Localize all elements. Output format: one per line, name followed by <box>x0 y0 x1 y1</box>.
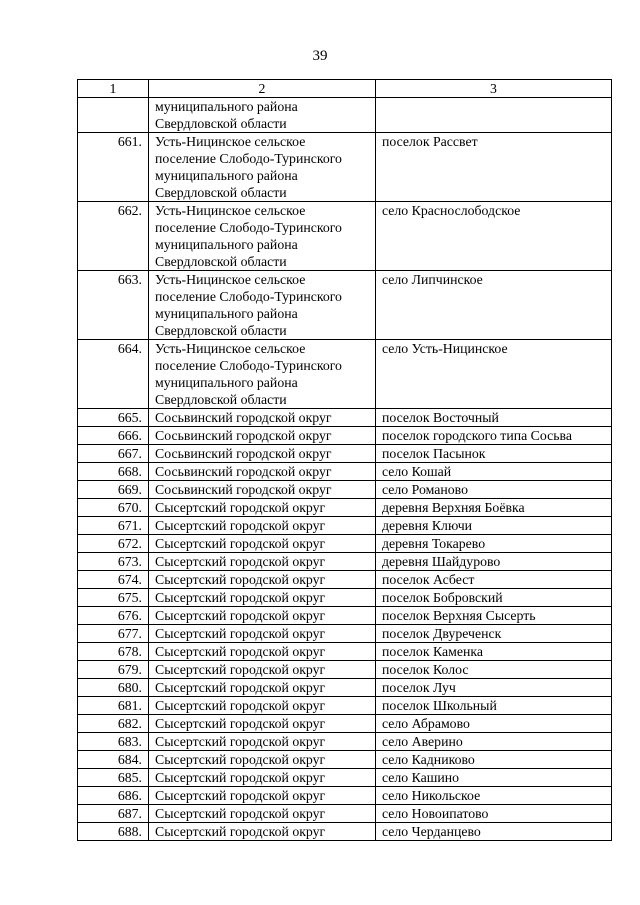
settlement-cell-text: село Новоипатово <box>382 806 489 821</box>
municipality-cell <box>149 715 376 733</box>
settlement-cell <box>376 751 612 769</box>
settlement-cell-text: поселок Школьный <box>382 698 497 713</box>
table-row <box>78 499 612 517</box>
table-body <box>78 98 612 841</box>
settlement-cell-text: поселок Двуреченск <box>382 626 502 641</box>
table-row <box>78 679 612 697</box>
municipality-cell <box>149 697 376 715</box>
row-number-cell <box>78 98 149 133</box>
table-row <box>78 733 612 751</box>
row-number-cell <box>78 133 149 202</box>
table-header <box>78 80 612 98</box>
municipality-cell-text: Сосьвинский городской округ <box>155 482 332 497</box>
municipality-cell <box>149 517 376 535</box>
settlement-cell <box>376 661 612 679</box>
table-row <box>78 463 612 481</box>
municipality-cell <box>149 409 376 427</box>
settlement-cell-text: поселок Луч <box>382 680 456 695</box>
table-row <box>78 535 612 553</box>
municipality-cell-text: Сысертский городской округ <box>155 518 326 533</box>
row-number-cell-text: 677. <box>117 626 142 641</box>
municipality-cell <box>149 787 376 805</box>
table-row <box>78 715 612 733</box>
municipality-cell <box>149 733 376 751</box>
row-number-cell-text: 671. <box>117 518 142 533</box>
row-number-cell <box>78 409 149 427</box>
row-number-cell-text: 687. <box>117 806 142 821</box>
row-number-cell-text: 666. <box>117 428 142 443</box>
column-header-2: 2 <box>149 80 376 98</box>
table-row <box>78 625 612 643</box>
municipality-cell <box>149 625 376 643</box>
row-number-cell <box>78 571 149 589</box>
row-number-cell <box>78 697 149 715</box>
municipality-cell-text: муниципального района <box>155 237 298 252</box>
row-number-cell <box>78 427 149 445</box>
table-row <box>78 133 612 202</box>
municipality-cell <box>149 553 376 571</box>
row-number-cell <box>78 625 149 643</box>
settlement-cell-text: поселок Колос <box>382 662 469 677</box>
municipality-cell <box>149 340 376 409</box>
municipality-cell-text: Сосьвинский городской округ <box>155 464 332 479</box>
row-number-cell-text: 680. <box>117 680 142 695</box>
municipality-cell <box>149 751 376 769</box>
table-row <box>78 427 612 445</box>
settlement-cell <box>376 499 612 517</box>
municipality-cell-text: Сысертский городской округ <box>155 500 326 515</box>
settlement-cell-text: поселок городского типа Сосьва <box>382 428 572 443</box>
table-row <box>78 445 612 463</box>
municipality-cell-text: Усть-Ницинское сельское <box>155 203 306 218</box>
settlement-cell-text: поселок Бобровский <box>382 590 503 605</box>
municipality-cell-text: Усть-Ницинское сельское <box>155 272 306 287</box>
table-row <box>78 571 612 589</box>
settlement-cell <box>376 409 612 427</box>
table-row <box>78 607 612 625</box>
row-number-cell <box>78 715 149 733</box>
row-number-cell-text: 668. <box>117 464 142 479</box>
header-row <box>78 80 612 98</box>
row-number-cell <box>78 751 149 769</box>
municipality-cell-text: Сысертский городской округ <box>155 698 326 713</box>
municipality-cell-text: муниципального района <box>155 99 298 114</box>
settlement-cell-text: деревня Шайдурово <box>382 554 501 569</box>
row-number-cell <box>78 607 149 625</box>
settlement-cell <box>376 697 612 715</box>
row-number-cell-text: 670. <box>117 500 142 515</box>
settlement-cell-text: село Абрамово <box>382 716 470 731</box>
settlements-table <box>77 79 612 841</box>
municipality-cell-text: Сысертский городской округ <box>155 590 326 605</box>
municipality-cell <box>149 769 376 787</box>
municipality-cell-text: Свердловской области <box>155 323 287 338</box>
row-number-cell-text: 684. <box>117 752 142 767</box>
settlement-cell-text: село Липчинское <box>382 272 483 287</box>
municipality-cell <box>149 98 376 133</box>
settlement-cell-text: село Усть-Ницинское <box>382 341 508 356</box>
page-number: 39 <box>312 48 328 64</box>
row-number-cell-text: 674. <box>117 572 142 587</box>
row-number-cell <box>78 679 149 697</box>
table-row <box>78 589 612 607</box>
settlement-cell-text: село Аверино <box>382 734 463 749</box>
row-number-cell-text: 663. <box>117 272 142 287</box>
municipality-cell-text: поселение Слободо-Туринского <box>155 151 342 166</box>
municipality-cell-text: Сысертский городской округ <box>155 662 326 677</box>
table-row <box>78 643 612 661</box>
settlement-cell <box>376 625 612 643</box>
settlement-cell <box>376 481 612 499</box>
table-row <box>78 481 612 499</box>
settlement-cell-text: село Кошай <box>382 464 452 479</box>
municipality-cell-text: Свердловской области <box>155 254 287 269</box>
settlement-cell <box>376 445 612 463</box>
row-number-cell-text: 679. <box>117 662 142 677</box>
settlement-cell <box>376 643 612 661</box>
settlement-cell <box>376 769 612 787</box>
column-header-1: 1 <box>78 80 149 98</box>
settlement-cell <box>376 733 612 751</box>
settlement-cell-text: село Черданцево <box>382 824 481 839</box>
table-row <box>78 553 612 571</box>
settlement-cell <box>376 607 612 625</box>
municipality-cell-text: Свердловской области <box>155 392 287 407</box>
row-number-cell-text: 669. <box>117 482 142 497</box>
settlement-cell-text: деревня Верхняя Боёвка <box>382 500 525 515</box>
row-number-cell <box>78 463 149 481</box>
settlement-cell <box>376 589 612 607</box>
row-number-cell-text: 662. <box>117 203 142 218</box>
table-row <box>78 769 612 787</box>
table-row <box>78 661 612 679</box>
row-number-cell <box>78 733 149 751</box>
municipality-cell <box>149 571 376 589</box>
municipality-cell <box>149 679 376 697</box>
municipality-cell-text: муниципального района <box>155 375 298 390</box>
table-row <box>78 98 612 133</box>
municipality-cell-text: Сысертский городской округ <box>155 824 326 839</box>
municipality-cell-text: Сосьвинский городской округ <box>155 428 332 443</box>
municipality-cell <box>149 607 376 625</box>
row-number-cell <box>78 271 149 340</box>
settlement-cell <box>376 535 612 553</box>
settlement-cell <box>376 133 612 202</box>
settlement-cell <box>376 463 612 481</box>
row-number-cell <box>78 202 149 271</box>
table-row <box>78 805 612 823</box>
settlement-cell-text: деревня Ключи <box>382 518 473 533</box>
row-number-cell-text: 673. <box>117 554 142 569</box>
settlement-cell-text: поселок Асбест <box>382 572 475 587</box>
row-number-cell <box>78 769 149 787</box>
settlement-cell-text: село Кашино <box>382 770 460 785</box>
table-row <box>78 271 612 340</box>
table-row <box>78 697 612 715</box>
settlement-cell-text: село Никольское <box>382 788 481 803</box>
row-number-cell-text: 672. <box>117 536 142 551</box>
settlement-cell-text: село Романово <box>382 482 468 497</box>
settlement-cell <box>376 715 612 733</box>
municipality-cell <box>149 445 376 463</box>
row-number-cell-text: 664. <box>117 341 142 356</box>
settlement-cell-text: поселок Пасынок <box>382 446 486 461</box>
municipality-cell-text: Сысертский городской округ <box>155 716 326 731</box>
row-number-cell-text: 685. <box>117 770 142 785</box>
settlement-cell <box>376 202 612 271</box>
municipality-cell-text: Сысертский городской округ <box>155 554 326 569</box>
row-number-cell-text: 688. <box>117 824 142 839</box>
row-number-cell <box>78 661 149 679</box>
table-row <box>78 202 612 271</box>
municipality-cell-text: Сысертский городской округ <box>155 752 326 767</box>
municipality-cell-text: Сысертский городской округ <box>155 770 326 785</box>
municipality-cell <box>149 133 376 202</box>
row-number-cell-text: 676. <box>117 608 142 623</box>
settlement-cell <box>376 571 612 589</box>
municipality-cell <box>149 535 376 553</box>
row-number-cell <box>78 535 149 553</box>
municipality-cell-text: поселение Слободо-Туринского <box>155 358 342 373</box>
table-row <box>78 409 612 427</box>
municipality-cell <box>149 589 376 607</box>
row-number-cell <box>78 643 149 661</box>
municipality-cell <box>149 427 376 445</box>
municipality-cell-text: поселение Слободо-Туринского <box>155 289 342 304</box>
table-row <box>78 787 612 805</box>
settlement-cell <box>376 679 612 697</box>
municipality-cell-text: муниципального района <box>155 168 298 183</box>
settlement-cell-text: поселок Каменка <box>382 644 483 659</box>
municipality-cell-text: Свердловской области <box>155 185 287 200</box>
municipality-cell <box>149 271 376 340</box>
settlement-cell <box>376 427 612 445</box>
row-number-cell-text: 681. <box>117 698 142 713</box>
municipality-cell-text: муниципального района <box>155 306 298 321</box>
row-number-cell-text: 665. <box>117 410 142 425</box>
settlement-cell <box>376 98 612 133</box>
row-number-cell <box>78 445 149 463</box>
row-number-cell-text: 675. <box>117 590 142 605</box>
row-number-cell <box>78 805 149 823</box>
settlement-cell-text: село Краснослободское <box>382 203 521 218</box>
row-number-cell <box>78 553 149 571</box>
table-row <box>78 517 612 535</box>
municipality-cell-text: Сысертский городской округ <box>155 788 326 803</box>
row-number-cell <box>78 787 149 805</box>
row-number-cell <box>78 589 149 607</box>
municipality-cell-text: поселение Слободо-Туринского <box>155 220 342 235</box>
municipality-cell <box>149 661 376 679</box>
municipality-cell <box>149 823 376 841</box>
municipality-cell-text: Сысертский городской округ <box>155 608 326 623</box>
row-number-cell <box>78 340 149 409</box>
settlement-cell-text: поселок Рассвет <box>382 134 478 149</box>
row-number-cell-text: 678. <box>117 644 142 659</box>
settlement-cell <box>376 805 612 823</box>
municipality-cell-text: Сысертский городской округ <box>155 572 326 587</box>
settlement-cell-text: поселок Восточный <box>382 410 499 425</box>
municipality-cell <box>149 463 376 481</box>
municipality-cell <box>149 481 376 499</box>
row-number-cell-text: 683. <box>117 734 142 749</box>
row-number-cell-text: 686. <box>117 788 142 803</box>
settlement-cell <box>376 517 612 535</box>
municipality-cell <box>149 202 376 271</box>
municipality-cell-text: Сосьвинский городской округ <box>155 446 332 461</box>
municipality-cell-text: Сысертский городской округ <box>155 536 326 551</box>
settlement-cell <box>376 823 612 841</box>
municipality-cell <box>149 643 376 661</box>
settlement-cell-text: село Кадниково <box>382 752 475 767</box>
row-number-cell <box>78 499 149 517</box>
row-number-cell-text: 682. <box>117 716 142 731</box>
table-row <box>78 340 612 409</box>
row-number-cell <box>78 823 149 841</box>
row-number-cell-text: 667. <box>117 446 142 461</box>
settlement-cell <box>376 271 612 340</box>
municipality-cell <box>149 805 376 823</box>
table-row <box>78 823 612 841</box>
municipality-cell-text: Сысертский городской округ <box>155 734 326 749</box>
settlement-cell-text: деревня Токарево <box>382 536 486 551</box>
row-number-cell <box>78 481 149 499</box>
settlement-cell <box>376 553 612 571</box>
municipality-cell-text: Усть-Ницинское сельское <box>155 134 306 149</box>
column-header-3: 3 <box>376 80 612 98</box>
settlement-cell <box>376 340 612 409</box>
settlement-cell-text: поселок Верхняя Сысерть <box>382 608 536 623</box>
municipality-cell-text: Сысертский городской округ <box>155 806 326 821</box>
municipality-cell-text: Усть-Ницинское сельское <box>155 341 306 356</box>
municipality-cell-text: Сысертский городской округ <box>155 644 326 659</box>
settlement-cell <box>376 787 612 805</box>
row-number-cell <box>78 517 149 535</box>
table-row <box>78 751 612 769</box>
municipality-cell <box>149 499 376 517</box>
row-number-cell-text: 661. <box>117 134 142 149</box>
municipality-cell-text: Сысертский городской округ <box>155 626 326 641</box>
municipality-cell-text: Сосьвинский городской округ <box>155 410 332 425</box>
municipality-cell-text: Сысертский городской округ <box>155 680 326 695</box>
municipality-cell-text: Свердловской области <box>155 116 287 131</box>
